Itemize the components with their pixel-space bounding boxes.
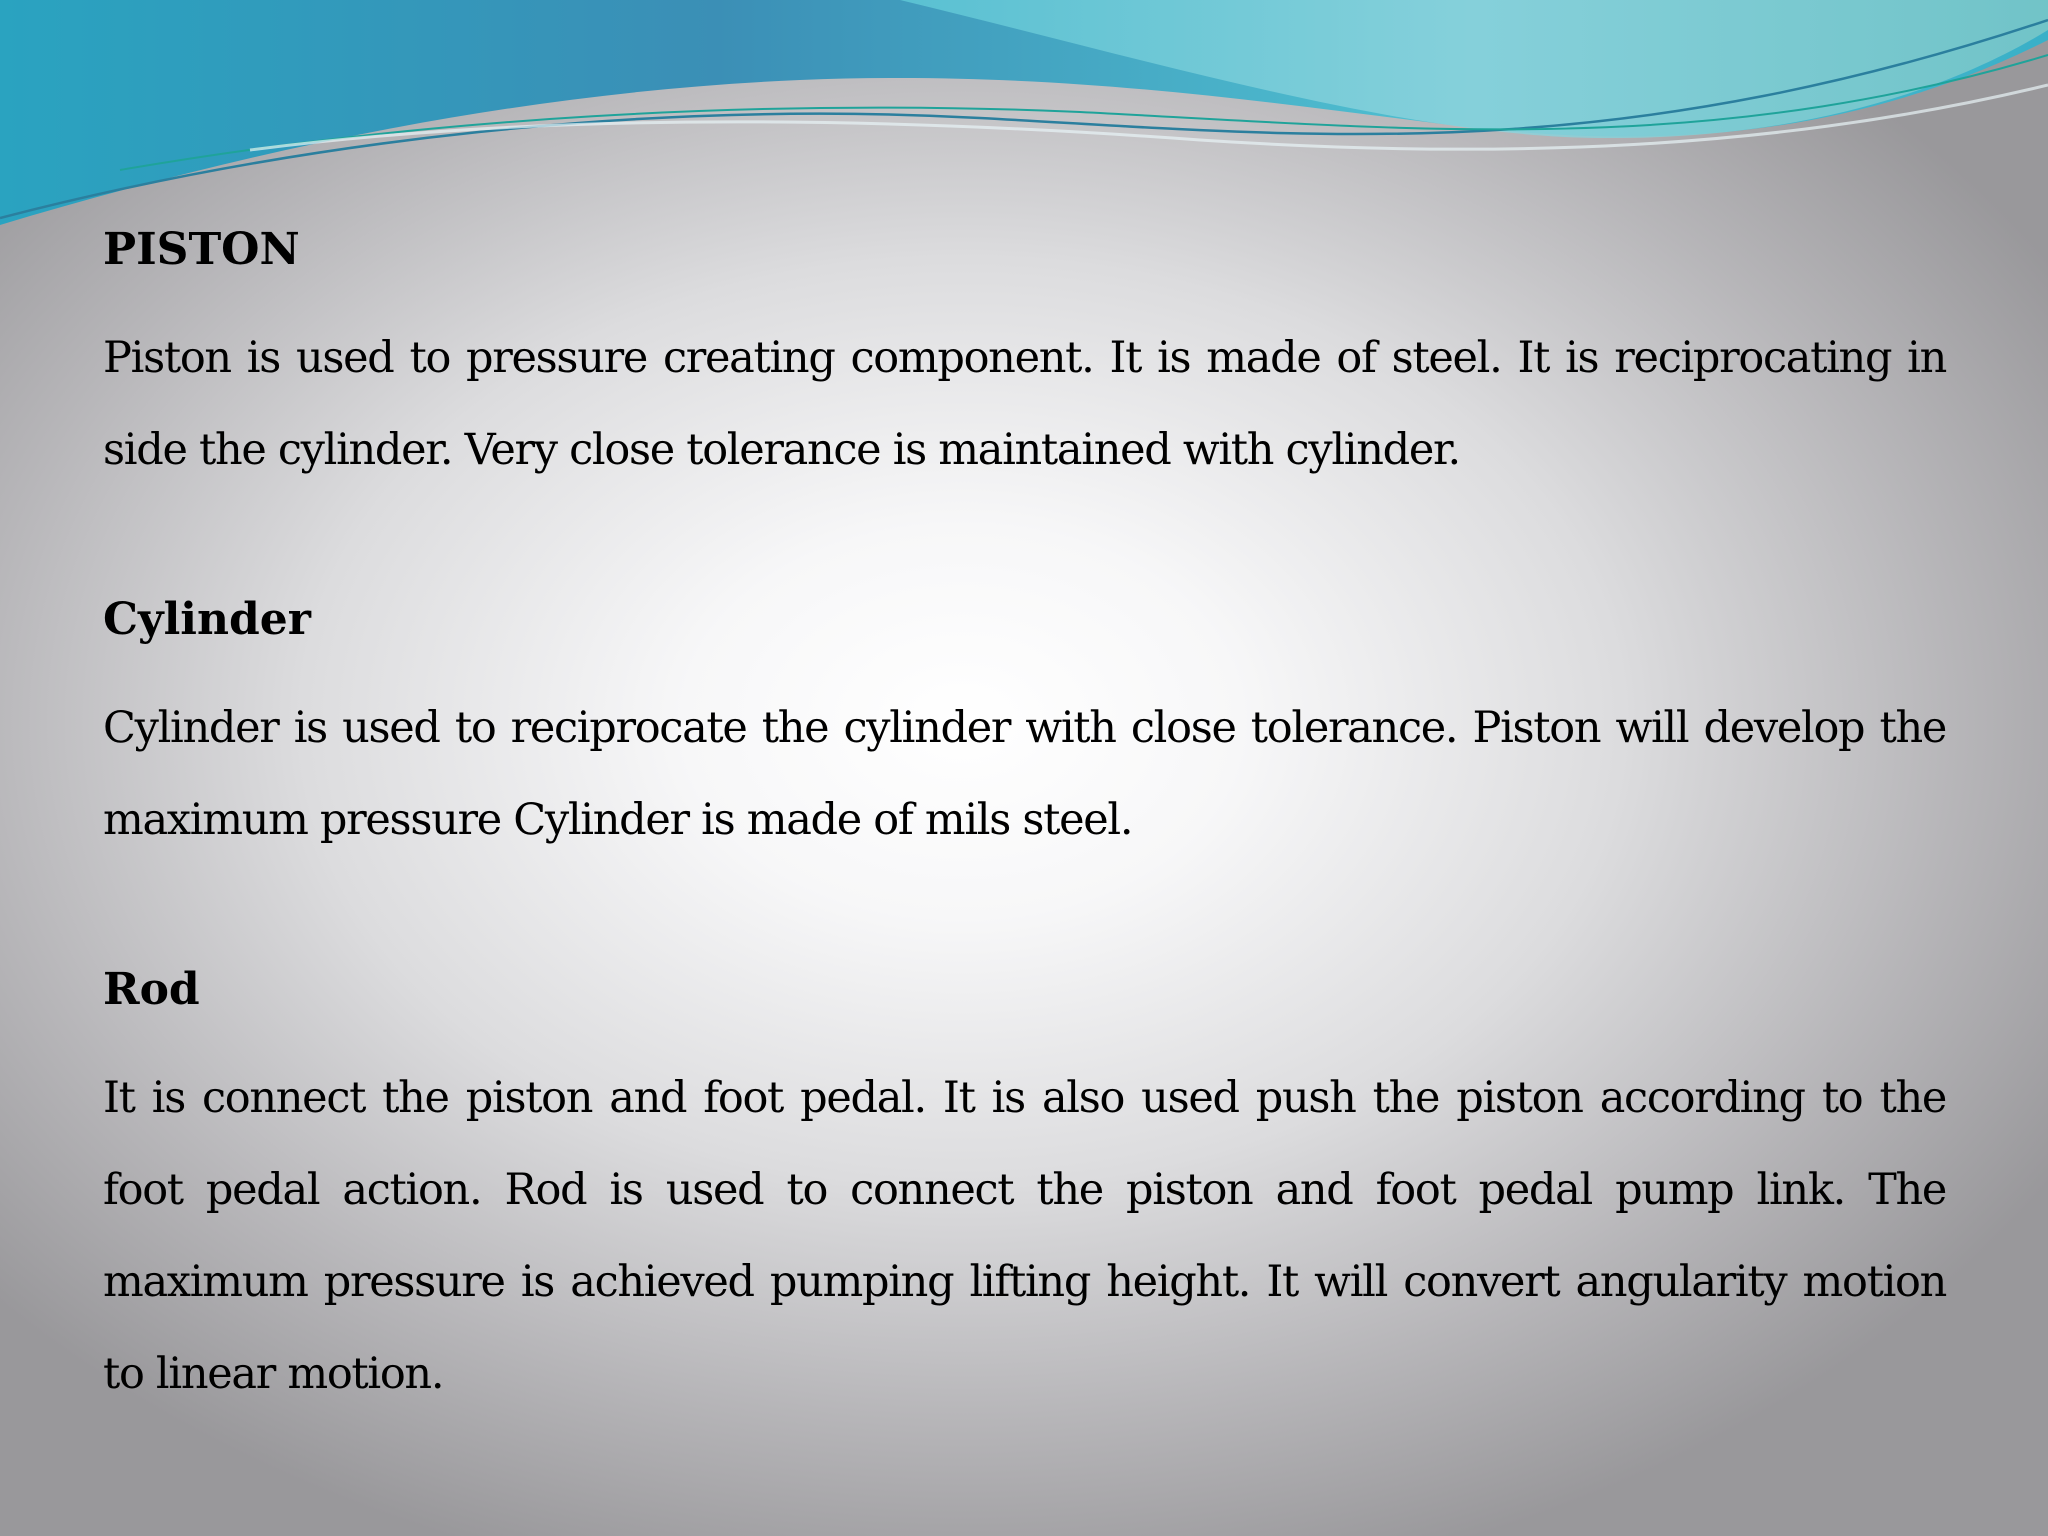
section-cylinder [103, 590, 1946, 866]
section-heading: Cylinder [103, 594, 311, 645]
slide-content [103, 220, 1946, 1514]
section-body: Piston is used to pressure creating component. It is made of steel. It is reciprocating in side the cylinder. Very close tolerance is maintained with cylinder. [103, 333, 1946, 475]
section-rod [103, 960, 1946, 1420]
section-body: Cylinder is used to reciprocate the cylinder with close tolerance. Piston will develop the maximum pressure Cylinder is made of mils steel. [103, 703, 1946, 845]
section-piston [103, 220, 1946, 496]
section-heading: PISTON [103, 224, 300, 275]
section-heading: Rod [103, 964, 200, 1015]
section-body: It is connect the piston and foot pedal. It is also used push the piston according to the foot pedal action. Rod is used to connect the piston and foot pedal pump link. The maximum pressure is achieved pumping lifting height. It will convert angularity motion to linear motion. [103, 1073, 1946, 1399]
decorative-wave-header [0, 0, 2048, 240]
